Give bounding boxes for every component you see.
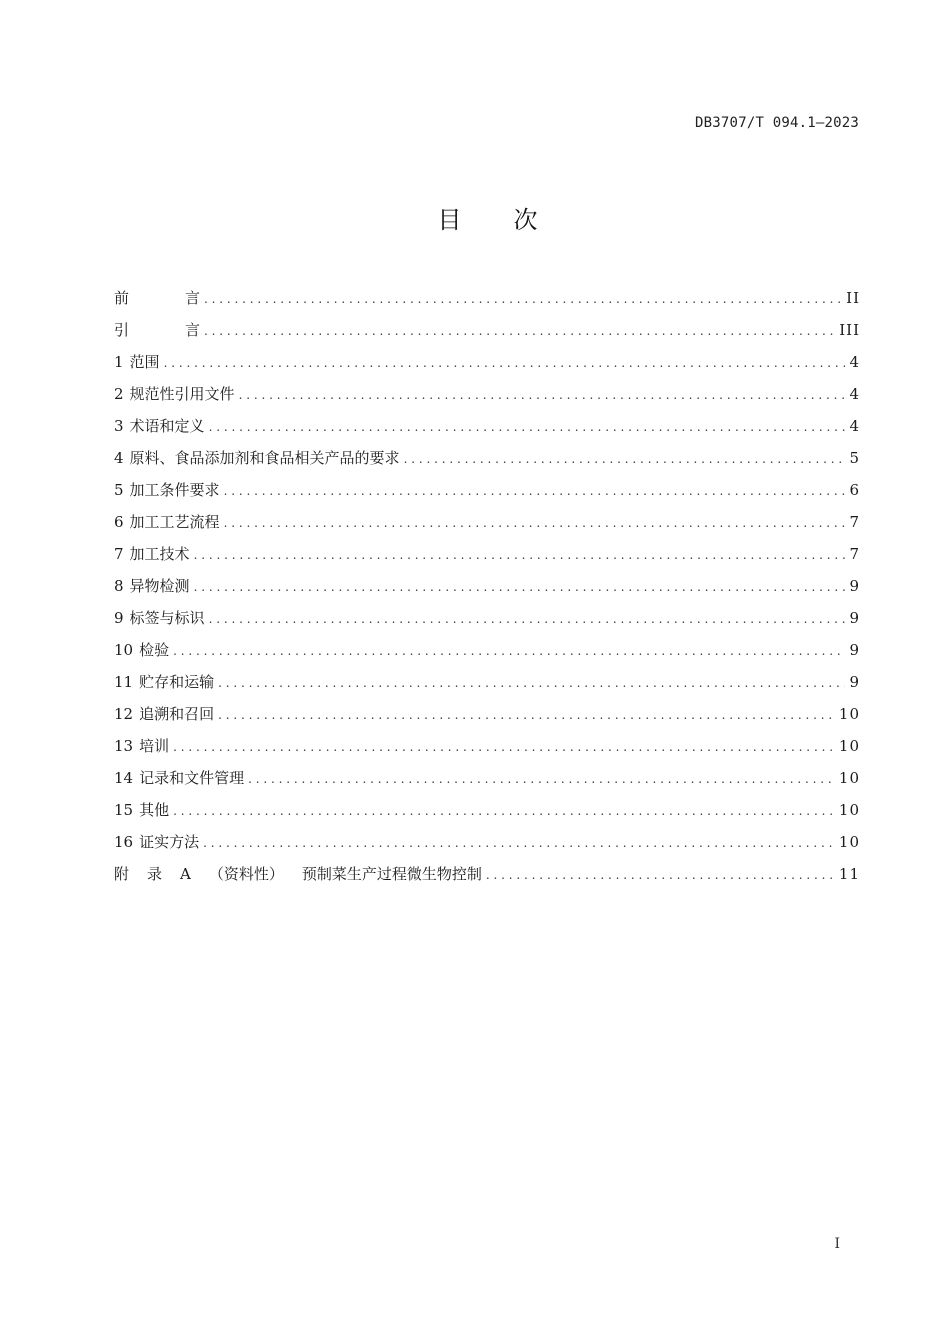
leader-dots xyxy=(218,667,845,699)
toc-entry[interactable] xyxy=(114,410,860,442)
toc-entry-label xyxy=(114,858,482,890)
toc-entry-number: 5 xyxy=(114,481,124,499)
toc-entry[interactable] xyxy=(114,826,860,858)
toc-entry-label xyxy=(114,762,244,794)
toc-entry-text: 培训 xyxy=(139,737,170,755)
leader-dots xyxy=(194,571,846,603)
leader-dots xyxy=(209,411,846,443)
leader-dots xyxy=(239,379,846,411)
toc-entry-label xyxy=(114,506,220,538)
toc-page-number: 9 xyxy=(849,673,860,691)
toc-entry-label xyxy=(114,442,400,474)
toc-page-number: 9 xyxy=(849,641,860,659)
leader-dots xyxy=(194,539,846,571)
toc-page-number: II xyxy=(846,289,860,307)
toc-page-number: 4 xyxy=(849,353,860,371)
toc-entry-number: 3 xyxy=(114,417,124,435)
toc-page-number: 9 xyxy=(849,577,860,595)
toc-label-char: 引 xyxy=(114,321,130,339)
toc-entry-number: 10 xyxy=(114,641,134,659)
toc-entry-label xyxy=(114,698,214,730)
toc-entry-label xyxy=(114,666,214,698)
toc-page-number: 4 xyxy=(849,417,860,435)
toc-entry-label xyxy=(114,730,169,762)
toc-entry-number: 1 xyxy=(114,353,124,371)
toc-entry-label xyxy=(114,602,205,634)
toc-entry-number: 6 xyxy=(114,513,124,531)
leader-dots xyxy=(204,315,835,347)
leader-dots xyxy=(173,731,835,763)
toc-entry-text: 贮存和运输 xyxy=(139,673,215,691)
leader-dots xyxy=(209,603,846,635)
toc-page-number: 5 xyxy=(849,449,860,467)
toc-entry-text: 异物检测 xyxy=(129,577,190,595)
toc-label-char: 言 xyxy=(184,289,200,307)
toc-entry-label xyxy=(114,282,200,314)
toc-page-number: 7 xyxy=(849,513,860,531)
toc-entry-text: 标签与标识 xyxy=(129,609,205,627)
toc-entry-text: 追溯和召回 xyxy=(139,705,215,723)
toc-entry-number: 4 xyxy=(114,449,124,467)
toc-entry[interactable] xyxy=(114,698,860,730)
toc-entry[interactable] xyxy=(114,506,860,538)
toc-entry-introduction[interactable] xyxy=(114,314,860,346)
table-of-contents xyxy=(114,282,860,890)
toc-entry-annex-a[interactable] xyxy=(114,858,860,890)
toc-entry-label xyxy=(114,794,169,826)
toc-label-char: 前 xyxy=(114,289,130,307)
toc-page-number: III xyxy=(839,321,860,339)
toc-entry[interactable] xyxy=(114,602,860,634)
document-code: DB3707/T 094.1—2023 xyxy=(695,115,859,131)
toc-entry-number: 13 xyxy=(114,737,134,755)
toc-page-number: 7 xyxy=(849,545,860,563)
toc-page-number: 10 xyxy=(838,769,860,787)
toc-entry[interactable] xyxy=(114,666,860,698)
toc-entry-number: 14 xyxy=(114,769,134,787)
annex-letter: A xyxy=(180,865,191,883)
toc-page-number: 10 xyxy=(838,833,860,851)
annex-word-2: 录 xyxy=(147,865,163,883)
toc-entry-label xyxy=(114,378,235,410)
toc-page-number: 10 xyxy=(838,801,860,819)
toc-entry-label xyxy=(114,538,190,570)
leader-dots xyxy=(203,827,835,859)
page-number: I xyxy=(834,1236,840,1252)
toc-entry-text: 证实方法 xyxy=(139,833,200,851)
annex-title: 预制菜生产过程微生物控制 xyxy=(301,865,482,883)
toc-page-number: 11 xyxy=(838,865,860,883)
toc-page-number: 4 xyxy=(849,385,860,403)
toc-entry-number: 11 xyxy=(114,673,134,691)
toc-entry-number: 12 xyxy=(114,705,134,723)
toc-entry[interactable] xyxy=(114,634,860,666)
leader-dots xyxy=(204,283,842,315)
annex-word-1: 附 xyxy=(114,865,130,883)
toc-entry[interactable] xyxy=(114,570,860,602)
toc-entry-text: 检验 xyxy=(139,641,170,659)
leader-dots xyxy=(164,347,846,379)
toc-entry[interactable] xyxy=(114,474,860,506)
toc-label-char: 言 xyxy=(184,321,200,339)
leader-dots xyxy=(248,763,835,795)
annex-type: （资料性） xyxy=(208,865,284,883)
toc-entry-label xyxy=(114,314,200,346)
toc-entry[interactable] xyxy=(114,762,860,794)
toc-entry-foreword[interactable] xyxy=(114,282,860,314)
toc-entry[interactable] xyxy=(114,346,860,378)
toc-entry-number: 7 xyxy=(114,545,124,563)
toc-entry-text: 加工条件要求 xyxy=(129,481,220,499)
toc-entry-text: 加工技术 xyxy=(129,545,190,563)
page-title-char-2: 次 xyxy=(513,206,538,234)
toc-entry[interactable] xyxy=(114,538,860,570)
leader-dots xyxy=(218,699,835,731)
leader-dots xyxy=(173,795,835,827)
toc-entry-text: 原料、食品添加剂和食品相关产品的要求 xyxy=(129,449,400,467)
toc-entry-text: 其他 xyxy=(139,801,170,819)
toc-entry-number: 8 xyxy=(114,577,124,595)
toc-page-number: 10 xyxy=(838,737,860,755)
toc-page-number: 10 xyxy=(838,705,860,723)
toc-page-number: 6 xyxy=(849,481,860,499)
toc-entry-text: 记录和文件管理 xyxy=(139,769,245,787)
leader-dots xyxy=(224,475,846,507)
toc-entry-number: 9 xyxy=(114,609,124,627)
toc-entry[interactable] xyxy=(114,794,860,826)
toc-entry-number: 2 xyxy=(114,385,124,403)
toc-entry-text: 加工工艺流程 xyxy=(129,513,220,531)
toc-entry[interactable] xyxy=(114,730,860,762)
page-title-char-1: 目 xyxy=(437,206,462,234)
leader-dots xyxy=(173,635,845,667)
toc-entry-number: 15 xyxy=(114,801,134,819)
toc-entry-label xyxy=(114,826,199,858)
leader-dots xyxy=(486,859,835,891)
toc-entry-label xyxy=(114,474,220,506)
toc-entry-text: 规范性引用文件 xyxy=(129,385,235,403)
toc-entry-text: 术语和定义 xyxy=(129,417,205,435)
toc-entry[interactable] xyxy=(114,442,860,474)
toc-entry-number: 16 xyxy=(114,833,134,851)
toc-entry-label xyxy=(114,634,169,666)
toc-entry-text: 范围 xyxy=(129,353,160,371)
toc-entry-label xyxy=(114,570,190,602)
leader-dots xyxy=(224,507,846,539)
leader-dots xyxy=(404,443,846,475)
toc-page-number: 9 xyxy=(849,609,860,627)
page-title xyxy=(0,200,950,235)
toc-entry[interactable] xyxy=(114,378,860,410)
toc-entry-label xyxy=(114,346,160,378)
toc-entry-label xyxy=(114,410,205,442)
